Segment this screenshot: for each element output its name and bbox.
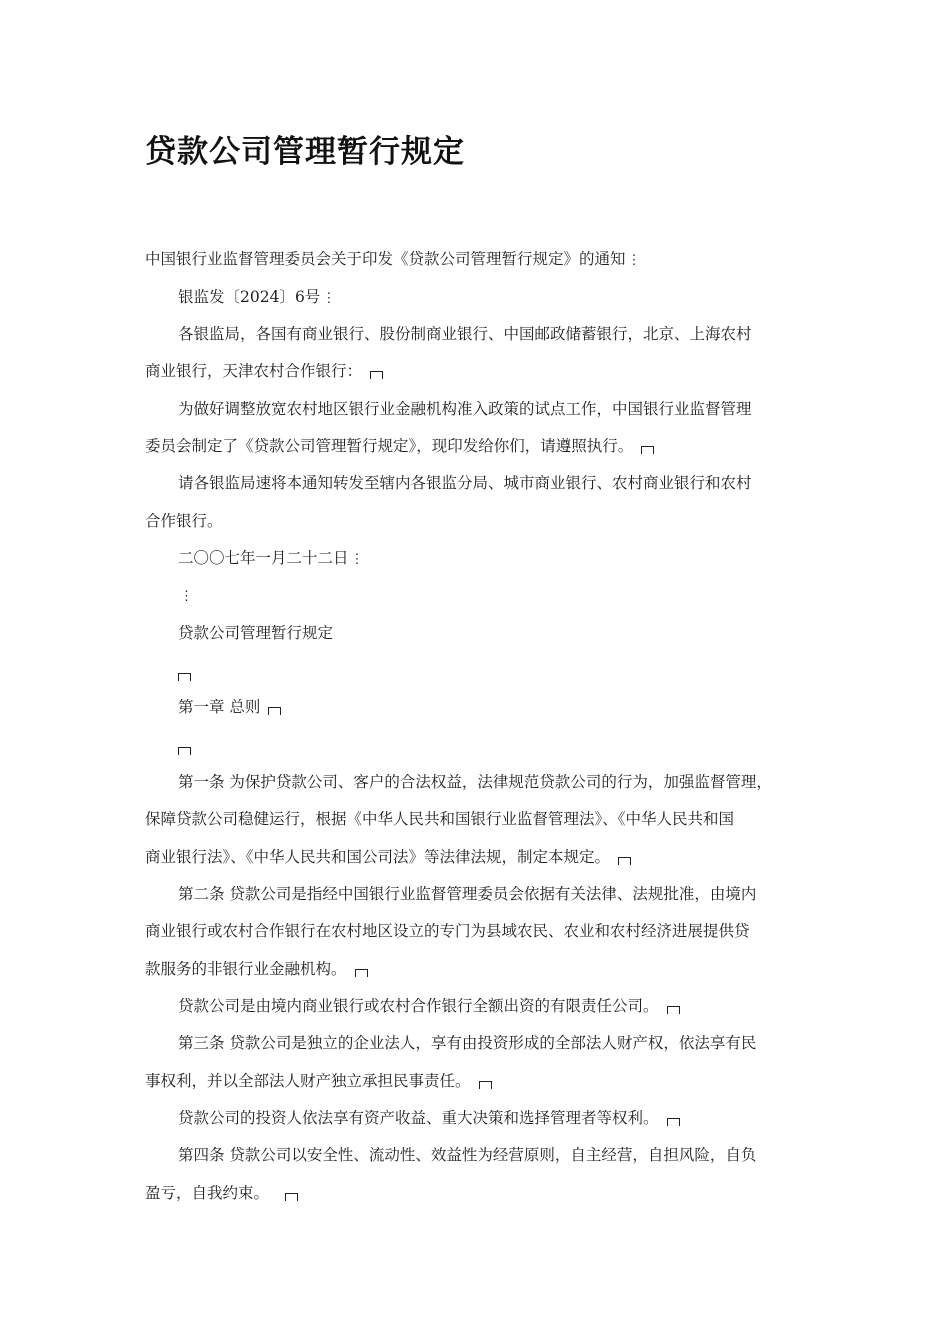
body-paragraph-1-line-2-text: 委员会制定了《贷款公司管理暂行规定》，现印发给你们，请遵照执行。 — [145, 437, 634, 455]
article-2-line-3 — [145, 959, 368, 979]
article-1-line-3-text: 商业银行法》、《中华人民共和国公司法》等法律法规，制定本规定。 — [145, 848, 611, 866]
article-2-line-1: 第二条 贷款公司是指经中国银行业监督管理委员会依据有关法律、法规批准，由境内 — [178, 885, 757, 903]
paragraph-mark-icon — [479, 1081, 492, 1089]
document-number — [178, 287, 335, 309]
document-number-text: 银监发〔2024〕6号 — [178, 288, 321, 306]
article-2-paragraph-2 — [178, 996, 680, 1016]
regulation-title: 贷款公司管理暂行规定 — [178, 624, 334, 642]
paragraph-mark-icon — [370, 371, 383, 379]
document-title: 贷款公司管理暂行规定 — [145, 134, 465, 170]
paragraph-mark-icon — [355, 969, 368, 977]
paragraph-mark-icon — [285, 1193, 298, 1201]
recipients-line-2-text: 商业银行，天津农村合作银行： — [145, 362, 363, 380]
notice-heading-text: 中国银行业监督管理委员会关于印发《贷款公司管理暂行规定》的通知 — [145, 250, 626, 268]
empty-line-mark — [178, 737, 191, 757]
article-1-line-1: 第一条 为保护贷款公司、客户的合法权益，法律规范贷款公司的行为，加强监督管理， — [178, 773, 772, 791]
issue-date — [178, 548, 364, 570]
paragraph-mark-icon — [667, 1006, 680, 1014]
chapter-heading — [178, 697, 281, 717]
chapter-heading-text: 第一章 总则 — [178, 698, 261, 716]
body-paragraph-1-line-2 — [145, 436, 654, 456]
paragraph-mark-icon — [178, 673, 191, 681]
empty-line-mark — [178, 663, 191, 683]
body-paragraph-1-line-1: 为做好调整放宽农村地区银行业金融机构准入政策的试点工作，中国银行业监督管理 — [178, 400, 752, 418]
paragraph-mark-icon — [268, 707, 281, 715]
article-3-line-1: 第三条 贷款公司是独立的企业法人，享有由投资形成的全部法人财产权，依法享有民 — [178, 1034, 757, 1052]
paragraph-mark-icon — [667, 1118, 680, 1126]
article-3-paragraph-2 — [178, 1108, 680, 1128]
article-3-line-2 — [145, 1071, 492, 1091]
vertical-dots-mark: ⋮ — [627, 253, 641, 268]
article-1-line-2: 保障贷款公司稳健运行，根据《中华人民共和国银行业监督管理法》、《中华人民共和国 — [145, 810, 735, 828]
article-2-paragraph-2-text: 贷款公司是由境内商业银行或农村合作银行全额出资的有限责任公司。 — [178, 997, 659, 1015]
article-4-line-1: 第四条 贷款公司以安全性、流动性、效益性为经营原则，自主经营，自担风险，自负 — [178, 1146, 757, 1164]
article-3-line-2-text: 事权利，并以全部法人财产独立承担民事责任。 — [145, 1072, 471, 1090]
article-1-line-3 — [145, 847, 631, 867]
article-2-line-2: 商业银行或农村合作银行在农村地区设立的专门为县域农民、农业和农村经济进展提供贷 — [145, 922, 750, 940]
vertical-dots-mark: ⋮ — [322, 291, 336, 306]
paragraph-mark-icon — [178, 747, 191, 755]
recipients-line-1: 各银监局，各国有商业银行、股份制商业银行、中国邮政储蓄银行，北京、上海农村 — [178, 325, 752, 343]
notice-heading — [145, 249, 641, 271]
vertical-dots-mark: ⋮ — [350, 552, 364, 567]
vertical-dots-mark: ⋮ — [180, 589, 193, 604]
paragraph-mark-icon — [618, 857, 631, 865]
recipients-line-2 — [145, 361, 383, 381]
article-2-line-3-text: 款服务的非银行业金融机构。 — [145, 960, 347, 978]
empty-line-dots — [178, 585, 193, 607]
article-3-paragraph-2-text: 贷款公司的投资人依法享有资产收益、重大决策和选择管理者等权利。 — [178, 1109, 659, 1127]
body-paragraph-2-line-2: 合作银行。 — [145, 512, 223, 530]
paragraph-mark-icon — [641, 446, 654, 454]
issue-date-text: 二〇〇七年一月二十二日 — [178, 549, 349, 567]
body-paragraph-2-line-1: 请各银监局速将本通知转发至辖内各银监分局、城市商业银行、农村商业银行和农村 — [178, 474, 752, 492]
article-4-line-2-text: 盈亏，自我约束。 — [145, 1184, 270, 1202]
article-4-line-2 — [145, 1183, 298, 1203]
